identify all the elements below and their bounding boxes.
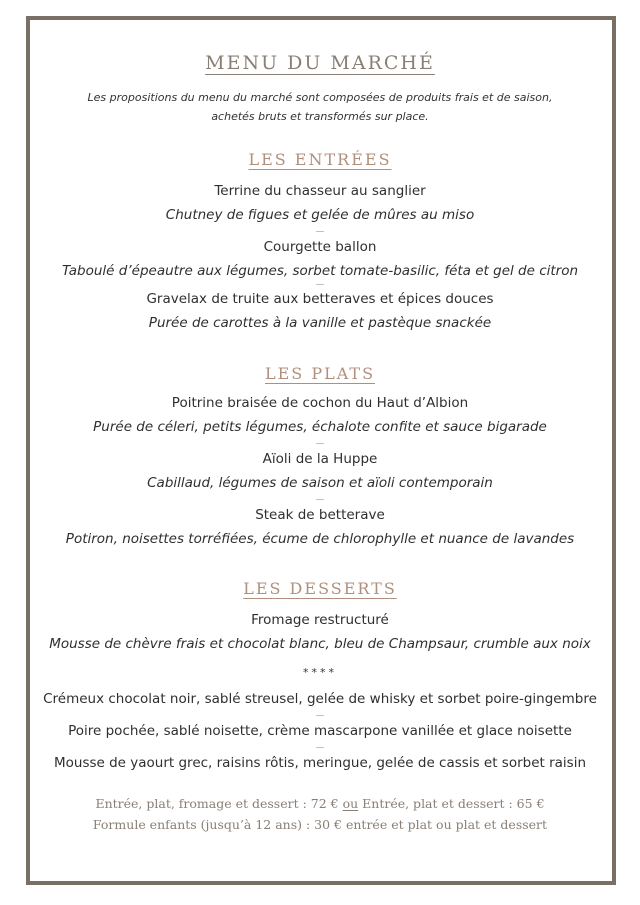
dish-name: Courgette ballon <box>263 239 377 255</box>
pricing-line-1: Entrée, plat, fromage et dessert : 72 € ou Entrée, plat et dessert : 65 € <box>95 796 545 811</box>
dish-description: Purée de céleri, petits légumes, échalote confite et sauce bigarade <box>93 419 547 435</box>
intro-line-1: Les propositions du menu du marché sont composées de produits frais et de saison, <box>87 91 553 104</box>
dish-description: Chutney de figues et gelée de mûres au miso <box>165 207 475 223</box>
section-heading-desserts: LES DESSERTS <box>243 579 397 598</box>
dish-name: Poitrine braisée de cochon du Haut d’Albion <box>171 395 469 411</box>
dessert-item: Poire pochée, sablé noisette, crème mascarpone vanillée et glace noisette <box>68 723 572 739</box>
dish-description: Taboulé d’épeautre aux légumes, sorbet tomate-basilic, féta et gel de citron <box>61 263 579 279</box>
separator <box>316 499 324 500</box>
menu-title: MENU DU MARCHÉ <box>205 52 435 74</box>
dessert-item: Mousse de yaourt grec, raisins rôtis, meringue, gelée de cassis et sorbet raisin <box>53 755 587 771</box>
dish-description: Purée de carottes à la vanille et pastèque snackée <box>148 315 492 331</box>
dish-name: Terrine du chasseur au sanglier <box>214 183 426 199</box>
dessert-item: Crémeux chocolat noir, sablé streusel, gelée de whisky et sorbet poire-gingembre <box>43 691 597 707</box>
pricing-or: ou <box>342 796 359 811</box>
separator <box>316 231 324 232</box>
separator <box>316 284 324 285</box>
section-heading-entrees: LES ENTRÉES <box>248 150 392 169</box>
section-heading-plats: LES PLATS <box>264 364 376 383</box>
dish-name: Gravelax de truite aux betteraves et épices douces <box>146 291 494 307</box>
separator <box>316 715 324 716</box>
dish-name: Aïoli de la Huppe <box>262 451 378 467</box>
dish-description: Potiron, noisettes torréfiées, écume de chlorophylle et nuance de lavandes <box>65 531 575 547</box>
cheese-name: Fromage restructuré <box>251 612 389 628</box>
separator <box>316 443 324 444</box>
intro-line-2: achetés bruts et transformés sur place. <box>211 110 429 123</box>
dish-name: Steak de betterave <box>255 507 385 523</box>
separator <box>316 747 324 748</box>
stars-divider: **** <box>303 666 337 679</box>
cheese-description: Mousse de chèvre frais et chocolat blanc, bleu de Champsaur, crumble aux noix <box>49 636 591 652</box>
dish-description: Cabillaud, légumes de saison et aïoli contemporain <box>147 475 493 491</box>
pricing-line-2: Formule enfants (jusqu’à 12 ans) : 30 € entrée et plat ou plat et dessert <box>92 817 548 832</box>
